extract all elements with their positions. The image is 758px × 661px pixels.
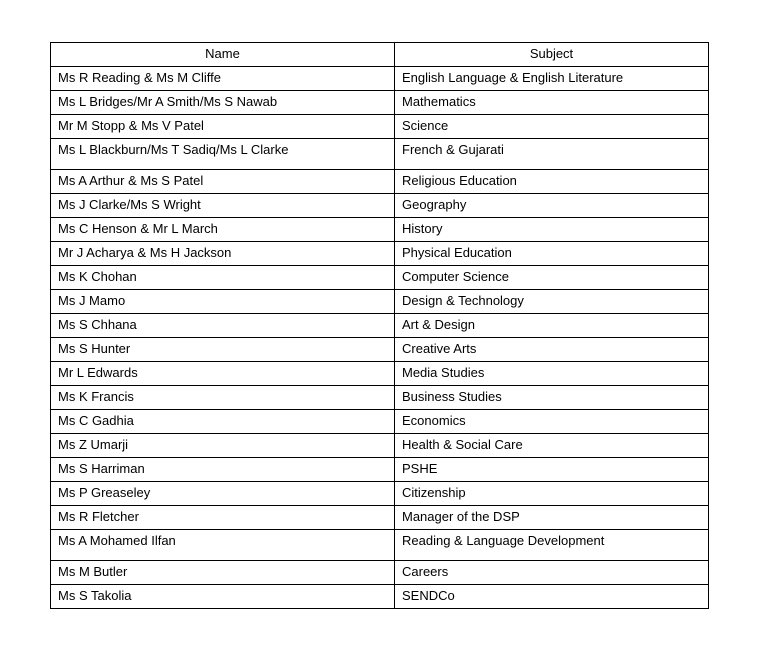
table-row [51,170,709,194]
table-row [51,585,709,609]
subject-cell: Careers [395,561,709,585]
subject-cell: Art & Design [395,314,709,338]
name-cell: Ms L Blackburn/Ms T Sadiq/Ms L Clarke [51,139,395,170]
name-cell: Ms J Clarke/Ms S Wright [51,194,395,218]
name-cell: Ms C Gadhia [51,410,395,434]
name-cell: Ms M Butler [51,561,395,585]
table-row [51,482,709,506]
name-cell: Ms A Mohamed Ilfan [51,530,395,561]
subject-cell: Manager of the DSP [395,506,709,530]
name-cell: Mr J Acharya & Ms H Jackson [51,242,395,266]
table-row [51,266,709,290]
subject-cell: Religious Education [395,170,709,194]
name-cell: Mr M Stopp & Ms V Patel [51,115,395,139]
table-row [51,458,709,482]
table-row [51,561,709,585]
column-header-name: Name [51,43,395,67]
table-row [51,290,709,314]
table-row [51,530,709,561]
name-cell: Ms S Harriman [51,458,395,482]
table-row [51,386,709,410]
table-row [51,434,709,458]
table-row [51,194,709,218]
table-header [51,43,709,67]
subject-cell: Computer Science [395,266,709,290]
subject-cell: History [395,218,709,242]
staff-subject-table [50,42,709,609]
name-cell: Ms P Greaseley [51,482,395,506]
subject-cell: Design & Technology [395,290,709,314]
table-row [51,91,709,115]
subject-cell: Reading & Language Development [395,530,709,561]
subject-cell: English Language & English Literature [395,67,709,91]
table-row [51,218,709,242]
name-cell: Ms C Henson & Mr L March [51,218,395,242]
subject-cell: Physical Education [395,242,709,266]
table-row [51,338,709,362]
column-header-subject: Subject [395,43,709,67]
name-cell: Ms L Bridges/Mr A Smith/Ms S Nawab [51,91,395,115]
table-row [51,362,709,386]
name-cell: Ms J Mamo [51,290,395,314]
table-row [51,115,709,139]
name-cell: Ms S Hunter [51,338,395,362]
name-cell: Mr L Edwards [51,362,395,386]
subject-cell: French & Gujarati [395,139,709,170]
name-cell: Ms K Chohan [51,266,395,290]
subject-cell: Geography [395,194,709,218]
name-cell: Ms S Chhana [51,314,395,338]
subject-cell: SENDCo [395,585,709,609]
subject-cell: Economics [395,410,709,434]
subject-cell: Business Studies [395,386,709,410]
table-row [51,67,709,91]
subject-cell: Media Studies [395,362,709,386]
table-body [51,67,709,609]
name-cell: Ms R Fletcher [51,506,395,530]
subject-cell: Science [395,115,709,139]
table-row [51,506,709,530]
table-row [51,410,709,434]
table-row [51,242,709,266]
name-cell: Ms S Takolia [51,585,395,609]
header-row [51,43,709,67]
name-cell: Ms A Arthur & Ms S Patel [51,170,395,194]
name-cell: Ms Z Umarji [51,434,395,458]
table-row [51,139,709,170]
name-cell: Ms K Francis [51,386,395,410]
subject-cell: Creative Arts [395,338,709,362]
subject-cell: Mathematics [395,91,709,115]
subject-cell: Citizenship [395,482,709,506]
table-row [51,314,709,338]
subject-cell: PSHE [395,458,709,482]
subject-cell: Health & Social Care [395,434,709,458]
name-cell: Ms R Reading & Ms M Cliffe [51,67,395,91]
